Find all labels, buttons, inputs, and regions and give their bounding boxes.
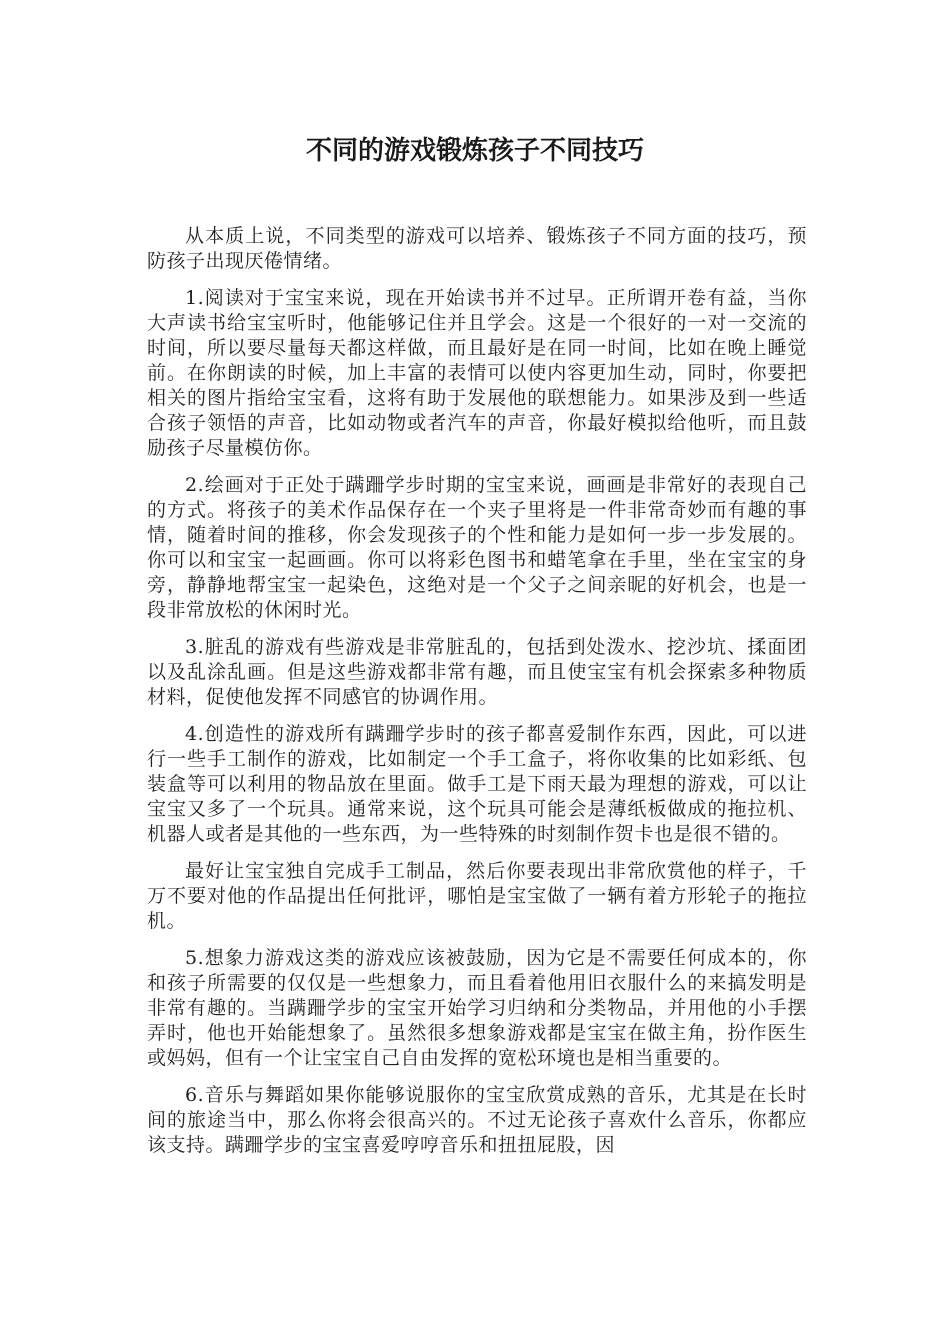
paragraph-intro: 从本质上说，不同类型的游戏可以培养、锻炼孩子不同方面的技巧，预防孩子出现厌倦情绪。	[147, 225, 807, 272]
paragraph-reading: 1.阅读对于宝宝来说，现在开始读书并不过早。正所谓开卷有益，当你大声读书给宝宝听时，他能够记住并且学会。这是一个很好的一对一交流的时间，所以要尽量每天都这样做，而且最好是在同一时间，比如在晚上睡觉前。在你朗读的时候，加上丰富的表情可以使内容更加生动，同时，你要把相关的图片指给宝宝看，这将有助于发展他的联想能力。如果涉及到一些适合孩子领悟的声音，比如动物或者汽车的声音，你最好模拟给他听，而且鼓励孩子尽量模仿你。	[147, 287, 807, 459]
document-body	[147, 224, 807, 1170]
paragraph-handmade-advice: 最好让宝宝独自完成手工制品，然后你要表现出非常欣赏他的样子，千万不要对他的作品提出任何批评，哪怕是宝宝做了一辆有着方形轮子的拖拉机。	[147, 860, 807, 932]
document-title: 不同的游戏锻炼孩子不同技巧	[305, 136, 644, 166]
paragraph-creative-play: 4.创造性的游戏所有蹒跚学步时的孩子都喜爱制作东西，因此，可以进行一些手工制作的游戏，比如制定一个手工盒子，将你收集的比如彩纸、包装盒等可以利用的物品放在里面。做手工是下雨天最为理想的游戏，可以让宝宝又多了一个玩具。通常来说，这个玩具可能会是薄纸板做成的拖拉机、机器人或者是其他的一些东西，为一些特殊的时刻制作贺卡也是很不错的。	[147, 723, 807, 845]
paragraph-drawing: 2.绘画对于正处于蹒跚学步时期的宝宝来说，画画是非常好的表现自己的方式。将孩子的美术作品保存在一个夹子里将是一件非常奇妙而有趣的事情，随着时间的推移，你会发现孩子的个性和能力是如何一步一步发展的。你可以和宝宝一起画画。你可以将彩色图书和蜡笔拿在手里，坐在宝宝的身旁，静静地帮宝宝一起染色，这绝对是一个父子之间亲昵的好机会，也是一段非常放松的休闲时光。	[147, 474, 807, 621]
paragraph-music-dance: 6.音乐与舞蹈如果你能够说服你的宝宝欣赏成熟的音乐，尤其是在长时间的旅途当中，那么你将会很高兴的。不过无论孩子喜欢什么音乐，你都应该支持。蹒跚学步的宝宝喜爱哼哼音乐和扭扭屁股，因	[147, 1084, 807, 1156]
paragraph-imagination: 5.想象力游戏这类的游戏应该被鼓励，因为它是不需要任何成本的，你和孩子所需要的仅仅是一些想象力，而且看着他用旧衣服什么的来搞发明是非常有趣的。当蹒跚学步的宝宝开始学习归纳和分类物品，并用他的小手摆弄时，他也开始能想象了。虽然很多想象游戏都是宝宝在做主角，扮作医生或妈妈，但有一个让宝宝自己自由发挥的宽松环境也是相当重要的。	[147, 947, 807, 1069]
paragraph-messy-play: 3.脏乱的游戏有些游戏是非常脏乱的，包括到处泼水、挖沙坑、揉面团以及乱涂乱画。但是这些游戏都非常有趣，而且使宝宝有机会探索多种物质材料，促使他发挥不同感官的协调作用。	[147, 636, 807, 708]
